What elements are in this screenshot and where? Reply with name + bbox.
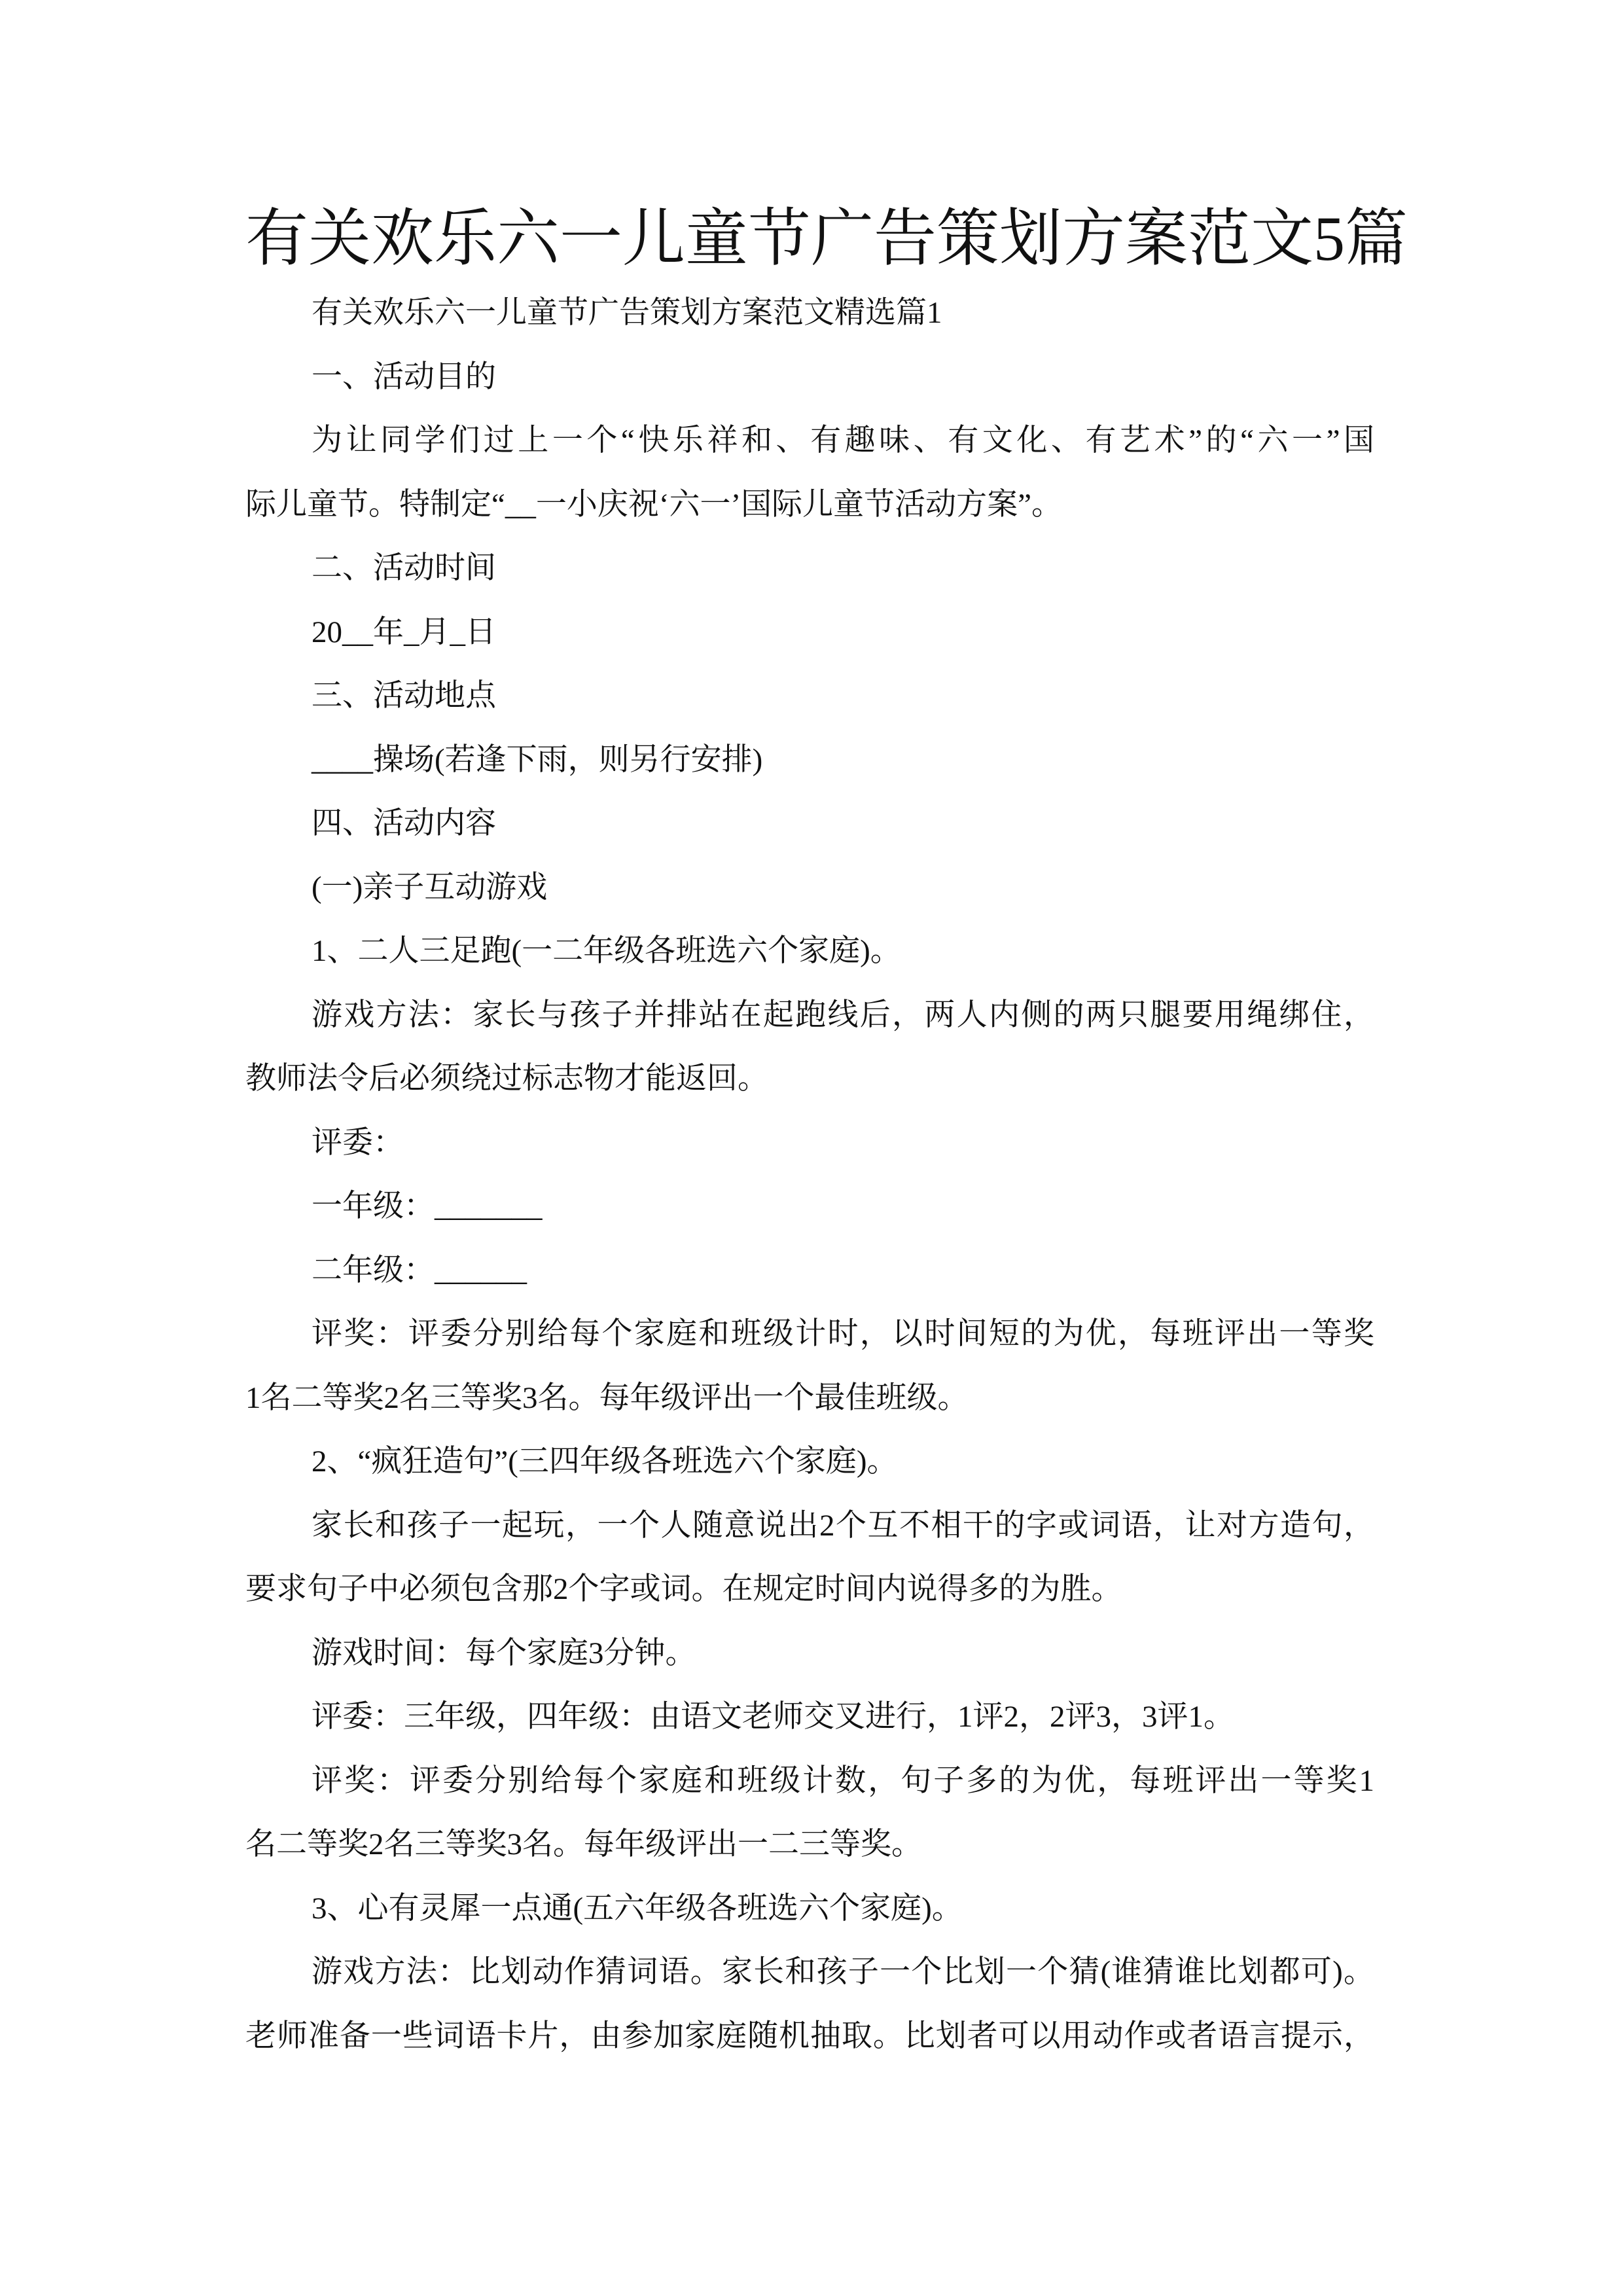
paragraph-line: 要求句子中必须包含那2个字或词。在规定时间内说得多的为胜。 [245, 1572, 1122, 1606]
paragraph-line: 二年级：______ [312, 1253, 527, 1287]
paragraph-line: 20__年_月_日 [312, 615, 496, 649]
paragraph-line: ____操场(若逢下雨，则另行安排) [312, 742, 763, 777]
paragraph-line: 教师法令后必须绕过标志物才能返回。 [245, 1062, 768, 1096]
paragraph-line: 评奖：评委分别给每个家庭和班级计时，以时间短的为优，每班评出一等奖 [312, 1317, 1374, 1351]
paragraph-line: 家长和孩子一起玩，一个人随意说出2个互不相干的字或词语，让对方造句， [312, 1508, 1374, 1543]
heading: 四、活动内容 [312, 806, 496, 840]
paragraph-line: 际儿童节。特制定“__一小庆祝‘六一’国际儿童节活动方案”。 [245, 487, 1063, 522]
paragraph-line: 名二等奖2名三等奖3名。每年级评出一二三等奖。 [245, 1827, 922, 1861]
document-title: 有关欢乐六一儿童节广告策划方案范文5篇 [245, 204, 1408, 274]
heading: 二、活动时间 [312, 551, 496, 585]
paragraph-line: 游戏方法：家长与孩子并排站在起跑线后，两人内侧的两只腿要用绳绑住， [312, 997, 1374, 1032]
paragraph-line: 1、二人三足跑(一二年级各班选六个家庭)。 [312, 934, 901, 968]
paragraph-line: 一年级：_______ [312, 1189, 543, 1223]
section-heading: 有关欢乐六一儿童节广告策划方案范文精选篇1 [312, 296, 942, 330]
paragraph-line: 游戏方法：比划动作猜词语。家长和孩子一个比划一个猜(谁猜谁比划都可)。 [312, 1955, 1374, 1989]
document-body [245, 293, 1374, 2080]
paragraph-line: 为让同学们过上一个“快乐祥和、有趣味、有文化、有艺术”的“六一”国 [312, 423, 1374, 457]
heading: 一、活动目的 [312, 359, 496, 394]
paragraph-line: 3、心有灵犀一点通(五六年级各班选六个家庭)。 [312, 1891, 963, 1926]
heading: 三、活动地点 [312, 679, 496, 713]
paragraph-line: 游戏时间：每个家庭3分钟。 [312, 1636, 696, 1670]
subheading: (一)亲子互动游戏 [312, 870, 548, 905]
paragraph-line: 老师准备一些词语卡片，由参加家庭随机抽取。比划者可以用动作或者语言提示， [245, 2018, 1374, 2053]
paragraph-line: 评奖：评委分别给每个家庭和班级计数，句子多的为优，每班评出一等奖1 [312, 1763, 1374, 1798]
paragraph-line: 1名二等奖2名三等奖3名。每年级评出一个最佳班级。 [245, 1380, 969, 1415]
paragraph-line: 评委：三年级，四年级：由语文老师交叉进行，1评2，2评3，3评1。 [312, 1700, 1234, 1734]
paragraph-line: 评委： [312, 1125, 404, 1160]
paragraph-line: 2、“疯狂造句”(三四年级各班选六个家庭)。 [312, 1444, 898, 1479]
